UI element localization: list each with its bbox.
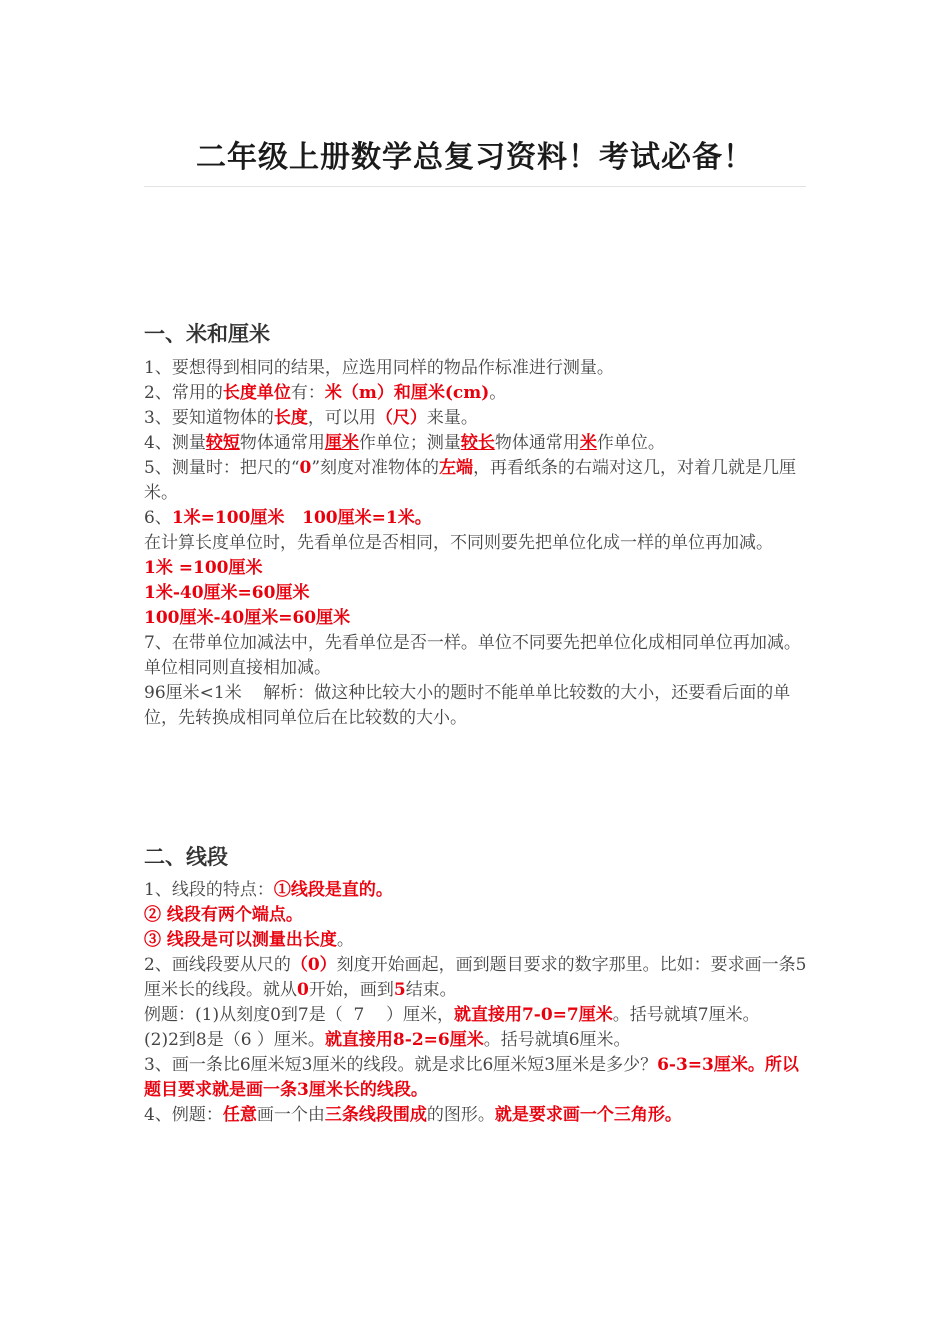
- section-body-meters: [144, 356, 808, 731]
- section-heading-line-segment: 二、线段: [144, 845, 228, 869]
- paragraph: 6、1米=100厘米 100厘米=1米。: [144, 508, 432, 528]
- paragraph: 1、要想得到相同的结果，应选用同样的物品作标准进行测量。: [144, 358, 614, 378]
- paragraph: (2)2到8是（6 ）厘米。就直接用8-2=6厘米。括号就填6厘米。: [144, 1030, 631, 1050]
- paragraph: 7、在带单位加减法中，先看单位是否一样。单位不同要先把单位化成相同单位再加减。单位相同则直接相加减。: [144, 633, 801, 678]
- section-body-line-segment: [144, 878, 808, 1128]
- paragraph: ② 线段有两个端点。: [144, 905, 303, 925]
- page-title: 二年级上册数学总复习资料！考试必备！: [196, 140, 754, 175]
- paragraph: 4、测量较短物体通常用厘米作单位；测量较长物体通常用米作单位。: [144, 433, 665, 453]
- paragraph: ③ 线段是可以测量出长度。: [144, 930, 354, 950]
- paragraph: 5、测量时：把尺的“0”刻度对准物体的左端，再看纸条的右端对这几，对着几就是几厘米。: [144, 458, 797, 503]
- paragraph: 2、画线段要从尺的（0）刻度开始画起，画到题目要求的数字那里。比如：要求画一条5厘米长的线段。就从0开始，画到5结束。: [144, 955, 807, 1000]
- paragraph: 2、常用的长度单位有：米（m）和厘米(cm)。: [144, 383, 507, 403]
- paragraph: 3、要知道物体的长度，可以用（尺）来量。: [144, 408, 478, 428]
- paragraph: 例题：(1)从刻度0到7是（ 7 ）厘米，就直接用7-0=7厘米。括号就填7厘米。: [144, 1005, 760, 1025]
- equation: 1米 =100厘米: [144, 558, 263, 578]
- section-heading-meters: 一、米和厘米: [144, 322, 270, 346]
- paragraph: 3、画一条比6厘米短3厘米的线段。就是求比6厘米短3厘米是多少？6-3=3厘米。所以题目要求就是画一条3厘米长的线段。: [144, 1055, 799, 1100]
- paragraph: 96厘米<1米 解析：做这种比较大小的题时不能单单比较数的大小，还要看后面的单位，先转换成相同单位后在比较数的大小。: [144, 683, 791, 728]
- title-divider: [144, 186, 806, 187]
- paragraph: 1、线段的特点：①线段是直的。: [144, 880, 393, 900]
- equation: 1米-40厘米=60厘米: [144, 583, 310, 603]
- paragraph: 4、例题：任意画一个由三条线段围成的图形。就是要求画一个三角形。: [144, 1105, 682, 1125]
- equation: 100厘米-40厘米=60厘米: [144, 608, 351, 628]
- paragraph: 在计算长度单位时，先看单位是否相同，不同则要先把单位化成一样的单位再加减。: [144, 533, 773, 553]
